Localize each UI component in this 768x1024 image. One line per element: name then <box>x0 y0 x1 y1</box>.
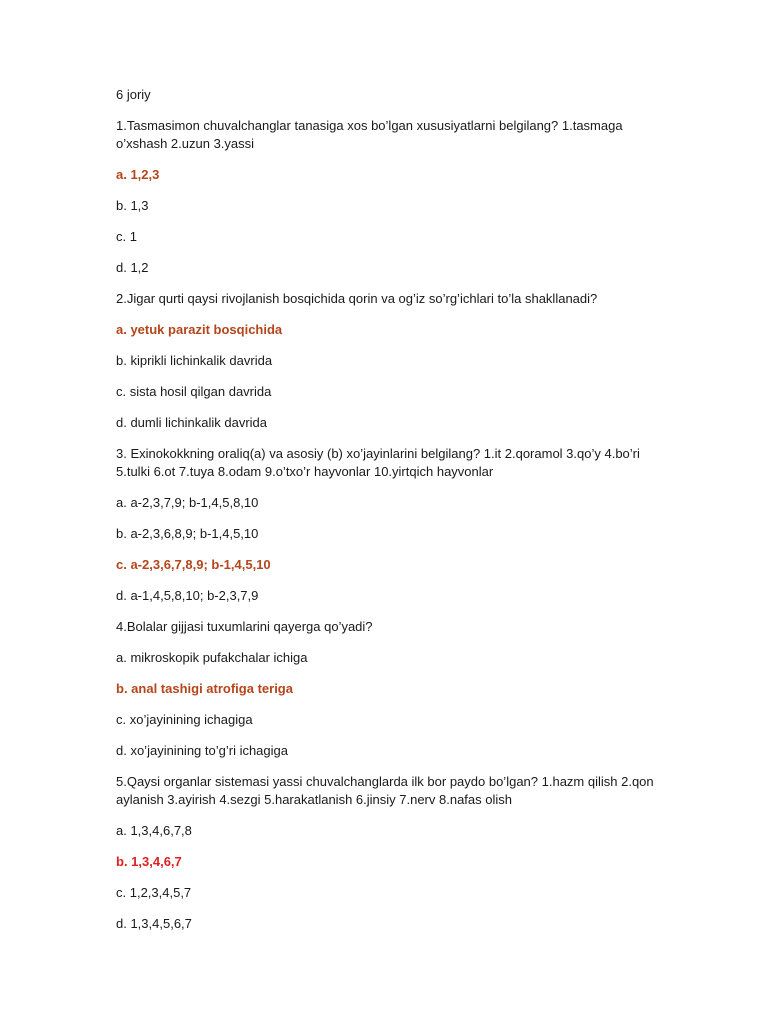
question-text: 5.Qaysi organlar sistemasi yassi chuvalchanglarda ilk bor paydo bo’lgan? 1.hazm qilish 2.qon aylanish 3.ayirish 4.sezgi 5.harakatlanish 6.jinsiy 7.nerv 8.nafas olish <box>116 774 654 807</box>
answer-option: a. a-2,3,7,9; b-1,4,5,8,10 <box>116 495 259 510</box>
question-block <box>116 618 656 760</box>
answer-option: b. kiprikli lichinkalik davrida <box>116 353 273 368</box>
answer-option-correct: b. 1,3,4,6,7 <box>116 854 182 869</box>
answer-option: b. 1,3 <box>116 198 149 213</box>
answer-option: c. sista hosil qilgan davrida <box>116 384 272 399</box>
answer-option-correct: a. yetuk parazit bosqichida <box>116 322 283 337</box>
question-block <box>116 290 656 432</box>
answer-option: c. 1 <box>116 229 137 244</box>
question-block <box>116 445 656 605</box>
document-page <box>116 86 656 946</box>
answer-option: b. a-2,3,6,8,9; b-1,4,5,10 <box>116 526 259 541</box>
question-text: 3. Exinokokkning oraliq(a) va asosiy (b) xo’jayinlarini belgilang? 1.it 2.qoramol 3.qo’y 4.bo’ri 5.tulki 6.ot 7.tuya 8.odam 9.o’txo’r hayvonlar 10.yirtqich hayvonlar <box>116 446 640 479</box>
question-text: 1.Tasmasimon chuvalchanglar tanasiga xos bo’lgan xususiyatlarni belgilang? 1.tasmaga o’xshash 2.uzun 3.yassi <box>116 118 623 151</box>
question-text: 2.Jigar qurti qaysi rivojlanish bosqichida qorin va og’iz so’rg’ichlari to’la shakllanadi? <box>116 291 598 306</box>
answer-option: d. dumli lichinkalik davrida <box>116 415 268 430</box>
answer-option: d. a-1,4,5,8,10; b-2,3,7,9 <box>116 588 259 603</box>
answer-option: d. 1,3,4,5,6,7 <box>116 916 192 931</box>
question-text: 4.Bolalar gijjasi tuxumlarini qayerga qo’yadi? <box>116 619 373 634</box>
question-block <box>116 773 656 933</box>
answer-option: a. 1,3,4,6,7,8 <box>116 823 192 838</box>
answer-option: c. 1,2,3,4,5,7 <box>116 885 192 900</box>
question-block <box>116 117 656 277</box>
answer-option-correct: b. anal tashigi atrofiga teriga <box>116 681 293 696</box>
answer-option-correct: a. 1,2,3 <box>116 167 160 182</box>
document-header: 6 joriy <box>116 87 151 102</box>
answer-option: d. xo’jayinining to’g’ri ichagiga <box>116 743 288 758</box>
answer-option: a. mikroskopik pufakchalar ichiga <box>116 650 308 665</box>
answer-option: d. 1,2 <box>116 260 149 275</box>
answer-option-correct: c. a-2,3,6,7,8,9; b-1,4,5,10 <box>116 557 271 572</box>
answer-option: c. xo’jayinining ichagiga <box>116 712 253 727</box>
